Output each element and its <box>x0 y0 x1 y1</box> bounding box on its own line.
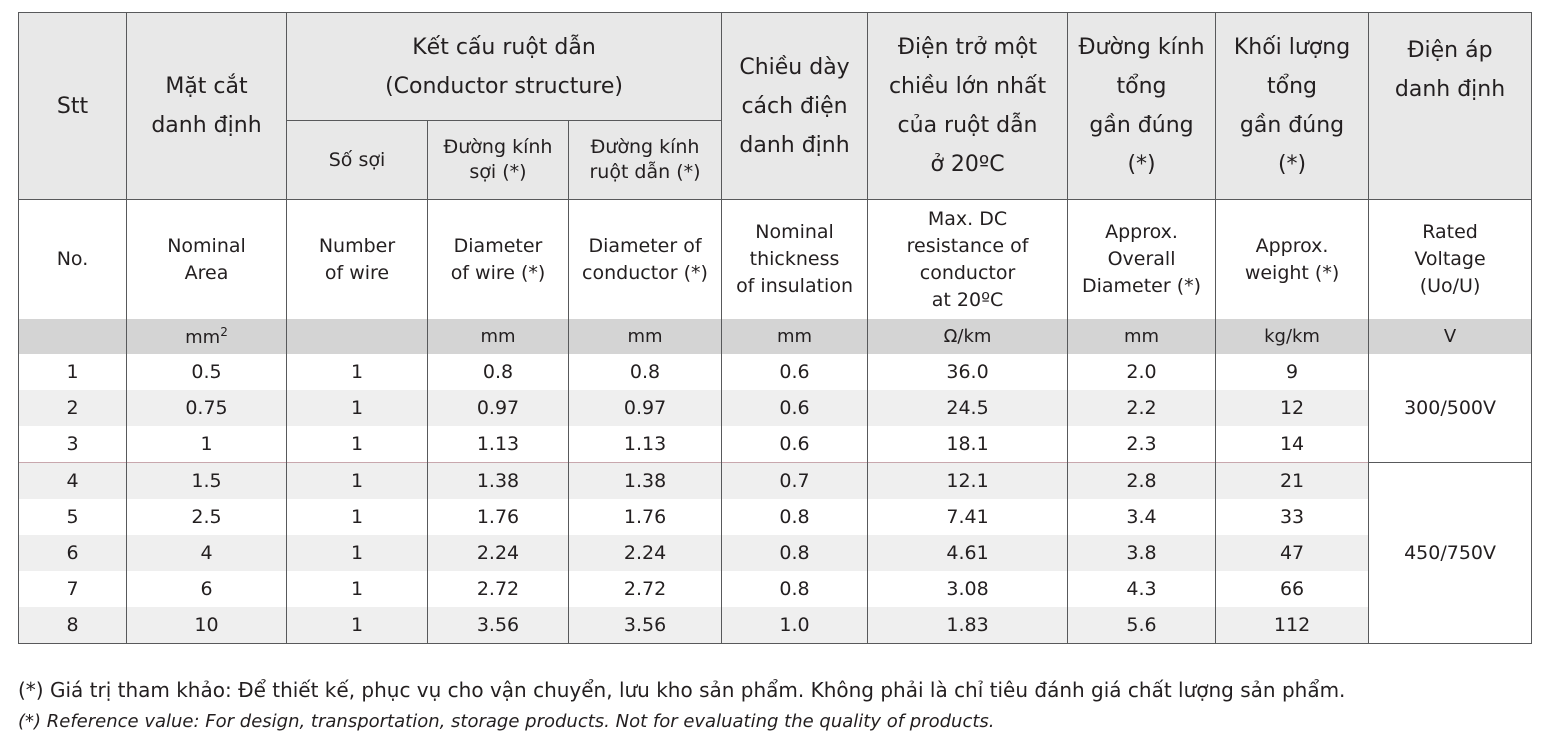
table-cell: 12 <box>1216 390 1369 426</box>
header-wire-diameter-vi <box>428 121 569 200</box>
table-cell: 1.13 <box>428 426 569 463</box>
footnote-vietnamese: (*) Giá trị tham khảo: Để thiết kế, phục vụ cho vận chuyển, lưu kho sản phẩm. Không phải là chỉ tiêu đánh giá chất lượng sản phẩm. <box>18 678 1346 702</box>
table-cell: 7 <box>19 571 127 607</box>
table-cell: 3.08 <box>868 571 1068 607</box>
table-row <box>19 607 1532 644</box>
header-area-en-line: Nominal <box>167 234 246 257</box>
header-voltage-vi <box>1369 13 1532 200</box>
header-weight-en-line: Approx. <box>1255 234 1329 257</box>
unit-insulation: mm <box>722 319 868 354</box>
table-cell: 2.24 <box>428 535 569 571</box>
header-wire-diameter-vi-line: Đường kính <box>443 136 553 158</box>
table-cell: 0.5 <box>127 354 287 390</box>
unit-wire-count <box>287 319 428 354</box>
unit-voltage: V <box>1369 319 1532 354</box>
table-row <box>19 571 1532 607</box>
header-voltage-en <box>1369 200 1532 320</box>
header-insulation-en-line: thickness <box>749 248 840 270</box>
header-resistance-vi-line: của ruột dẫn <box>897 113 1038 138</box>
table-cell: 0.97 <box>428 390 569 426</box>
table-cell: 66 <box>1216 571 1369 607</box>
header-area-vi-line: Mặt cắt <box>165 74 248 99</box>
header-wire-count-en <box>287 200 428 320</box>
header-resistance-vi <box>868 13 1068 200</box>
units-row <box>19 319 1532 354</box>
unit-area <box>127 319 287 354</box>
header-insulation-en <box>722 200 868 320</box>
header-insulation-vi-line: cách điện <box>741 93 848 119</box>
header-resistance-vi-line: chiều lớn nhất <box>888 74 1047 99</box>
table-cell: 2 <box>19 390 127 426</box>
header-insulation-vi <box>722 13 868 200</box>
table-cell: 8 <box>19 607 127 644</box>
header-insulation-vi-line: Chiều dày <box>739 54 850 80</box>
table-cell: 0.8 <box>722 571 868 607</box>
header-conductor-diameter-vi-line: Đường kính <box>590 136 700 158</box>
header-conductor-diameter-vi <box>569 121 722 200</box>
table-cell: 1 <box>287 463 428 500</box>
header-insulation-en-line: of insulation <box>736 275 853 297</box>
table-cell: 1.38 <box>428 463 569 500</box>
header-conductor-diameter-en-line: conductor (*) <box>582 261 708 284</box>
header-area-en-line: Area <box>184 261 229 284</box>
table-cell: 2.72 <box>569 571 722 607</box>
table-cell: 2.5 <box>127 499 287 535</box>
header-conductor-diameter-en-line: Diameter of <box>588 234 702 257</box>
header-wire-diameter-en-line: Diameter <box>453 234 543 257</box>
table-cell: 2.24 <box>569 535 722 571</box>
table-cell: 3.56 <box>569 607 722 644</box>
table-cell: 3.4 <box>1068 499 1216 535</box>
unit-area-exponent: 2 <box>220 325 228 339</box>
header-overall-diameter-vi-line: (*) <box>1127 152 1156 177</box>
table-row <box>19 463 1532 500</box>
table-cell: 4.3 <box>1068 571 1216 607</box>
header-conductor-diameter-en <box>569 200 722 320</box>
table-cell: 1 <box>287 499 428 535</box>
table-cell: 6 <box>19 535 127 571</box>
table-cell: 1 <box>287 607 428 644</box>
table-cell: 3 <box>19 426 127 463</box>
table-cell: 5.6 <box>1068 607 1216 644</box>
table-row <box>19 499 1532 535</box>
table-cell: 18.1 <box>868 426 1068 463</box>
header-weight-vi-line: Khối lượng <box>1233 35 1351 60</box>
header-resistance-vi-line: Điện trở một <box>897 35 1038 60</box>
table-row <box>19 390 1532 426</box>
table-cell: 1 <box>287 535 428 571</box>
table-cell: 0.8 <box>722 499 868 535</box>
table-cell: 1.83 <box>868 607 1068 644</box>
table-cell: 1.76 <box>428 499 569 535</box>
header-area-en <box>127 200 287 320</box>
unit-area-base: mm <box>185 327 221 348</box>
table-cell: 7.41 <box>868 499 1068 535</box>
table-cell: 0.97 <box>569 390 722 426</box>
voltage-cell: 300/500V <box>1369 354 1532 463</box>
table-cell: 1 <box>287 354 428 390</box>
table-cell: 36.0 <box>868 354 1068 390</box>
table-cell: 0.8 <box>428 354 569 390</box>
table-cell: 2.72 <box>428 571 569 607</box>
table-cell: 1.38 <box>569 463 722 500</box>
table-cell: 47 <box>1216 535 1369 571</box>
header-voltage-vi-line: danh định <box>1394 77 1506 102</box>
header-weight-vi-line: gần đúng <box>1239 113 1345 138</box>
table-cell: 2.0 <box>1068 354 1216 390</box>
header-overall-diameter-vi-line: tổng <box>1116 74 1167 99</box>
header-wire-count-en-line: of wire <box>324 261 390 284</box>
table-cell: 12.1 <box>868 463 1068 500</box>
table-cell: 0.7 <box>722 463 868 500</box>
header-stt: Stt <box>19 13 127 200</box>
table-cell: 0.6 <box>722 426 868 463</box>
header-wire-count-en-line: Number <box>318 234 396 257</box>
cable-spec-table <box>18 12 1532 644</box>
header-area-vi <box>127 13 287 200</box>
table-cell: 112 <box>1216 607 1369 644</box>
voltage-cell: 450/750V <box>1369 463 1532 644</box>
table-cell: 1 <box>19 354 127 390</box>
header-weight-vi-line: (*) <box>1277 152 1307 177</box>
header-weight-vi <box>1216 13 1369 200</box>
header-structure-vi-line: (Conductor structure) <box>385 73 623 99</box>
header-voltage-en-line: Voltage <box>1414 248 1486 270</box>
header-wire-diameter-en <box>428 200 569 320</box>
table-cell: 4 <box>19 463 127 500</box>
table-cell: 0.6 <box>722 354 868 390</box>
header-voltage-en-line: (Uo/U) <box>1419 275 1481 297</box>
header-structure-vi <box>287 13 722 121</box>
footnote-english: (*) Reference value: For design, transportation, storage products. Not for evaluating the quality of products. <box>18 711 995 732</box>
table-cell: 2.2 <box>1068 390 1216 426</box>
unit-weight: kg/km <box>1216 319 1369 354</box>
table-cell: 9 <box>1216 354 1369 390</box>
unit-conductor-diameter: mm <box>569 319 722 354</box>
header-resistance-en-line: at 20ºC <box>931 288 1004 311</box>
header-structure-vi-line: Kết cấu ruột dẫn <box>412 34 596 60</box>
header-overall-diameter-vi-line: Đường kính <box>1078 35 1205 60</box>
header-overall-diameter-en <box>1068 200 1216 320</box>
header-insulation-vi-line: danh định <box>739 132 850 158</box>
table-cell: 1 <box>287 390 428 426</box>
header-weight-vi-line: tổng <box>1267 74 1318 99</box>
table-cell: 0.6 <box>722 390 868 426</box>
table-cell: 0.8 <box>722 535 868 571</box>
table-cell: 33 <box>1216 499 1369 535</box>
header-overall-diameter-vi-line: gần đúng <box>1089 113 1194 138</box>
header-resistance-en-line: conductor <box>919 261 1016 284</box>
unit-no <box>19 319 127 354</box>
header-overall-diameter-vi <box>1068 13 1216 200</box>
table-cell: 1 <box>287 571 428 607</box>
table-cell: 10 <box>127 607 287 644</box>
header-weight-en-line: weight (*) <box>1244 261 1340 284</box>
table-cell: 14 <box>1216 426 1369 463</box>
unit-resistance: Ω/km <box>868 319 1068 354</box>
table-cell: 6 <box>127 571 287 607</box>
table-cell: 2.8 <box>1068 463 1216 500</box>
table-cell: 1 <box>127 426 287 463</box>
header-insulation-en-line: Nominal <box>755 221 834 243</box>
table-cell: 2.3 <box>1068 426 1216 463</box>
table-cell: 24.5 <box>868 390 1068 426</box>
header-no-en: No. <box>19 200 127 320</box>
header-wire-diameter-vi-line: sợi (*) <box>469 161 527 183</box>
table-cell: 1.5 <box>127 463 287 500</box>
table-cell: 1.0 <box>722 607 868 644</box>
unit-overall-diameter: mm <box>1068 319 1216 354</box>
table-cell: 0.75 <box>127 390 287 426</box>
header-resistance-vi-line: ở 20ºC <box>930 152 1005 177</box>
header-resistance-en <box>868 200 1068 320</box>
header-overall-diameter-en-line: Overall <box>1107 248 1176 270</box>
table-cell: 3.56 <box>428 607 569 644</box>
header-overall-diameter-en-line: Diameter (*) <box>1081 275 1202 297</box>
table-row <box>19 426 1532 463</box>
data-body <box>19 354 1532 644</box>
header-area-vi-line: danh định <box>151 113 262 138</box>
table-cell: 1 <box>287 426 428 463</box>
header-conductor-diameter-vi-line: ruột dẫn (*) <box>589 161 701 183</box>
header-overall-diameter-en-line: Approx. <box>1105 221 1178 243</box>
header-voltage-en-line: Rated <box>1422 221 1478 243</box>
header-wire-diameter-en-line: of wire (*) <box>450 261 546 284</box>
header-wire-count-vi: Số sợi <box>287 121 428 200</box>
table-cell: 0.8 <box>569 354 722 390</box>
table-cell: 4.61 <box>868 535 1068 571</box>
header-weight-en <box>1216 200 1369 320</box>
table-cell: 3.8 <box>1068 535 1216 571</box>
table-cell: 4 <box>127 535 287 571</box>
header-voltage-vi-line: Điện áp <box>1407 38 1493 63</box>
table-cell: 1.13 <box>569 426 722 463</box>
table-cell: 1.76 <box>569 499 722 535</box>
table-cell: 21 <box>1216 463 1369 500</box>
table-row <box>19 354 1532 390</box>
header-resistance-en-line: resistance of <box>906 234 1029 257</box>
table-cell: 5 <box>19 499 127 535</box>
unit-wire-diameter: mm <box>428 319 569 354</box>
header-resistance-en-line: Max. DC <box>927 207 1008 230</box>
table-row <box>19 535 1532 571</box>
